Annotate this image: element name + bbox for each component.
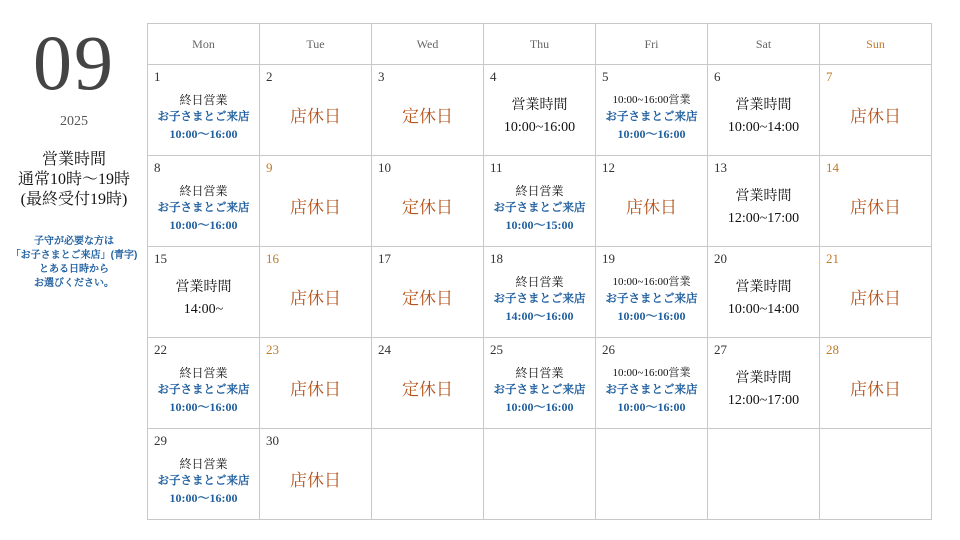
day-cell [708,156,820,247]
day-number: 5 [602,69,609,84]
closed-day-label: 定休日 [402,289,453,308]
weekday-header: Sat [708,24,820,65]
day-schedule [820,263,931,335]
day-schedule [596,81,707,153]
calendar-grid [147,23,932,520]
schedule-line: 12:00~17:00 [727,393,800,408]
month-sidebar [0,0,148,540]
day-cell [260,338,372,429]
schedule-line: 10:00~16:00 [503,120,576,135]
schedule-line: 10:00~16:00営業 [612,93,691,106]
day-schedule [484,81,595,153]
closed-day-label: 店休日 [850,380,901,399]
day-number: 15 [154,251,167,266]
schedule-line: 10:00~16:00営業 [612,366,691,379]
day-cell [596,247,708,338]
closed-day-label: 店休日 [850,198,901,217]
kids-visit-label: お子さまとご来店 [493,383,586,396]
day-number: 25 [490,342,503,357]
day-schedule [820,81,931,153]
note-line: 子守が必要な方は [34,236,114,247]
kids-visit-label: お子さまとご来店 [157,110,250,123]
weekday-header: Fri [596,24,708,65]
closed-day-label: 店休日 [290,107,341,126]
kids-visit-time: 10:00〜16:00 [169,217,238,232]
day-number: 20 [714,251,727,266]
hours-line: 営業時間 [41,151,106,168]
day-schedule [260,445,371,517]
day-schedule [148,172,259,244]
day-number: 19 [602,251,615,266]
childcare-note [0,235,148,291]
day-cell [260,429,372,520]
kids-visit-label: お子さまとご来店 [157,474,250,487]
day-number: 16 [266,251,279,266]
day-cell [820,65,932,156]
day-cell [372,65,484,156]
schedule-line: 終日営業 [179,183,228,198]
day-number: 12 [602,160,615,175]
closed-day-label: 定休日 [402,107,453,126]
schedule-line: 営業時間 [735,280,792,295]
closed-day-label: 店休日 [290,380,341,399]
schedule-line: 終日営業 [515,183,564,198]
day-number: 4 [490,69,497,84]
day-number: 1 [154,69,161,84]
closed-day-label: 店休日 [850,107,901,126]
schedule-line: 営業時間 [511,98,568,113]
kids-visit-label: お子さまとご来店 [157,201,250,214]
day-cell [148,338,260,429]
day-schedule [596,354,707,426]
day-cell [708,338,820,429]
day-cell [708,247,820,338]
day-cell [820,338,932,429]
closed-day-label: 定休日 [402,380,453,399]
day-schedule [148,81,259,153]
day-number: 3 [378,69,385,84]
kids-visit-time: 14:00〜16:00 [505,308,574,323]
day-schedule [596,172,707,244]
day-schedule [260,81,371,153]
day-schedule [820,354,931,426]
weekday-header-sunday: Sun [820,24,932,65]
empty-day-cell [708,429,820,520]
empty-day-cell [484,429,596,520]
day-cell [596,156,708,247]
day-schedule [708,354,819,426]
day-cell [148,429,260,520]
closed-day-label: 店休日 [290,198,341,217]
closed-day-label: 店休日 [850,289,901,308]
schedule-line: 営業時間 [735,371,792,386]
day-cell [820,247,932,338]
day-number: 24 [378,342,391,357]
calendar-week-row [148,338,932,429]
note-line: お選びください。 [34,278,114,289]
day-schedule [372,354,483,426]
day-cell [596,65,708,156]
schedule-line: 10:00~14:00 [727,302,800,317]
note-line: とある日時から [39,264,109,275]
day-schedule [708,172,819,244]
day-number: 30 [266,433,279,448]
day-number: 11 [490,160,503,175]
business-hours-info [0,150,148,210]
day-number: 6 [714,69,721,84]
day-schedule [372,263,483,335]
day-number: 13 [714,160,727,175]
schedule-line: 終日営業 [515,274,564,289]
day-number: 28 [826,342,839,357]
kids-visit-label: お子さまとご来店 [605,292,698,305]
closed-day-label: 店休日 [626,198,677,217]
day-schedule [260,354,371,426]
kids-visit-label: お子さまとご来店 [157,383,250,396]
schedule-line: 営業時間 [735,189,792,204]
hours-line: 通常10時〜19時 [17,171,130,188]
day-schedule [260,172,371,244]
kids-visit-time: 10:00〜16:00 [505,399,574,414]
day-schedule [372,172,483,244]
day-number: 14 [826,160,839,175]
schedule-line: 10:00~16:00営業 [612,275,691,288]
day-schedule [820,172,931,244]
day-schedule [596,263,707,335]
closed-day-label: 店休日 [290,289,341,308]
day-cell [148,65,260,156]
day-schedule [484,263,595,335]
calendar-week-row [148,247,932,338]
kids-visit-time: 10:00〜16:00 [617,126,686,141]
day-cell [260,65,372,156]
month-number: 09 [33,19,115,106]
weekday-header-row [148,24,932,65]
weekday-header: Mon [148,24,260,65]
day-cell [484,247,596,338]
day-number: 22 [154,342,167,357]
kids-visit-label: お子さまとご来店 [605,110,698,123]
day-schedule [260,263,371,335]
day-cell [372,338,484,429]
kids-visit-time: 10:00〜15:00 [505,217,574,232]
schedule-line: 10:00~14:00 [727,120,800,135]
weekday-header: Tue [260,24,372,65]
day-number: 9 [266,160,273,175]
empty-day-cell [596,429,708,520]
day-number: 23 [266,342,279,357]
day-number: 17 [378,251,391,266]
calendar-week-row [148,65,932,156]
day-cell [596,338,708,429]
day-number: 10 [378,160,391,175]
day-cell [148,156,260,247]
schedule-line: 営業時間 [735,98,792,113]
day-number: 27 [714,342,727,357]
day-schedule [372,81,483,153]
day-cell [148,247,260,338]
day-cell [260,247,372,338]
day-schedule [148,263,259,335]
day-cell [484,156,596,247]
empty-day-cell [372,429,484,520]
schedule-line: 14:00~ [183,302,224,317]
day-cell [484,65,596,156]
day-schedule [484,172,595,244]
day-schedule [708,81,819,153]
kids-visit-label: お子さまとご来店 [493,201,586,214]
closed-day-label: 定休日 [402,198,453,217]
day-number: 2 [266,69,273,84]
day-cell [484,338,596,429]
kids-visit-label: お子さまとご来店 [493,292,586,305]
day-cell [260,156,372,247]
day-schedule [148,445,259,517]
schedule-line: 終日営業 [179,365,228,380]
kids-visit-time: 10:00〜16:00 [169,126,238,141]
note-line: 「お子さまとご来店」(青字) [10,250,138,261]
kids-visit-label: お子さまとご来店 [605,383,698,396]
day-cell [372,156,484,247]
day-cell [708,65,820,156]
schedule-line: 営業時間 [175,280,232,295]
day-number: 29 [154,433,167,448]
empty-day-cell [820,429,932,520]
day-schedule [484,354,595,426]
kids-visit-time: 10:00〜16:00 [617,399,686,414]
day-number: 26 [602,342,615,357]
weekday-header: Wed [372,24,484,65]
day-cell [372,247,484,338]
calendar-body [148,65,932,520]
weekday-header: Thu [484,24,596,65]
schedule-line: 終日営業 [179,92,228,107]
hours-line: (最終受付19時) [20,191,128,208]
year-label: 2025 [60,114,88,129]
closed-day-label: 店休日 [290,471,341,490]
day-cell [820,156,932,247]
schedule-line: 終日営業 [179,456,228,471]
kids-visit-time: 10:00〜16:00 [617,308,686,323]
day-schedule [708,263,819,335]
day-number: 8 [154,160,161,175]
day-number: 7 [826,69,833,84]
day-number: 21 [826,251,839,266]
kids-visit-time: 10:00〜16:00 [169,490,238,505]
calendar-week-row [148,429,932,520]
schedule-line: 12:00~17:00 [727,211,800,226]
kids-visit-time: 10:00〜16:00 [169,399,238,414]
day-schedule [148,354,259,426]
day-number: 18 [490,251,503,266]
calendar-week-row [148,156,932,247]
schedule-line: 終日営業 [515,365,564,380]
